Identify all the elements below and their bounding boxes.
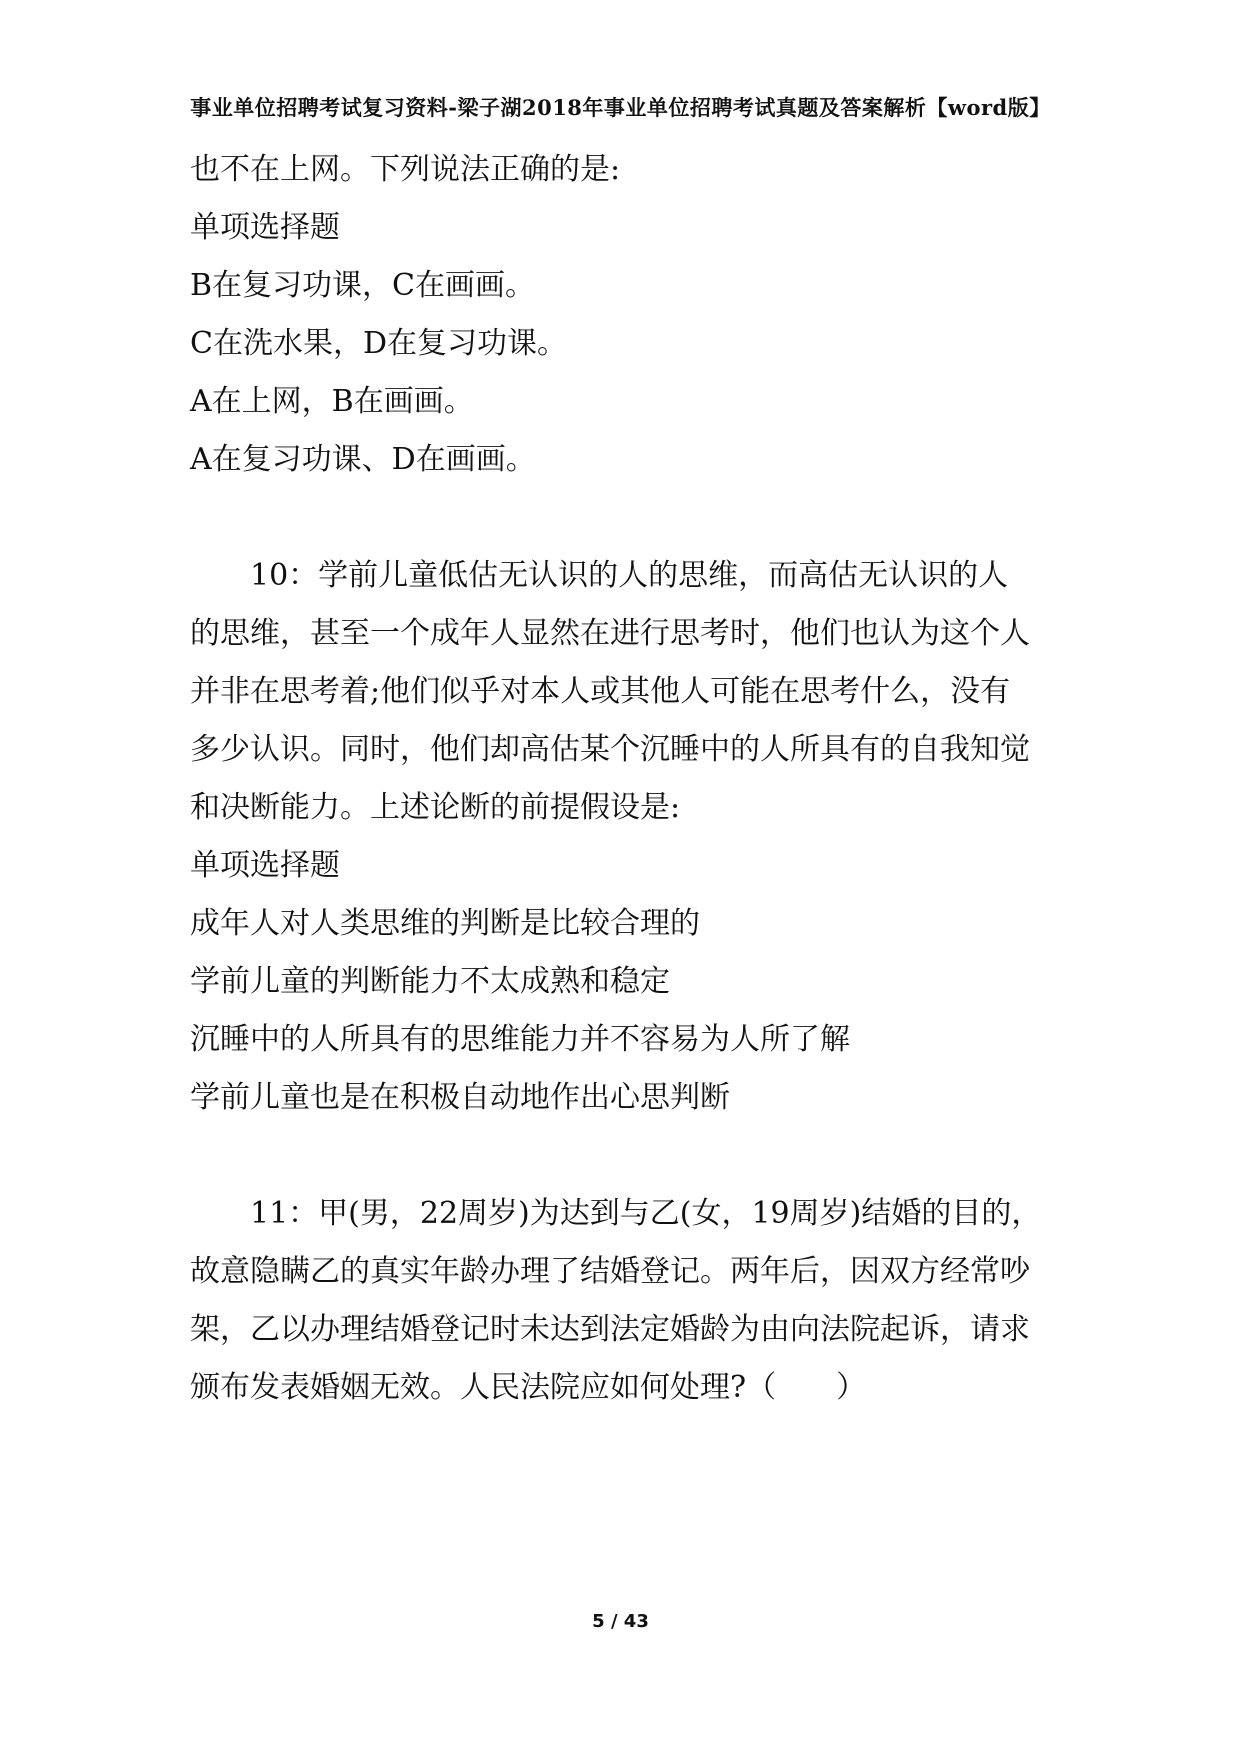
q10-stem-line-2: 的思维，甚至一个成年人显然在进行思考时，他们也认为这个人 xyxy=(190,616,1030,651)
q10-option-4: 学前儿童也是在积极自动地作出心思判断 xyxy=(190,1080,730,1115)
q9-option-2: C在洗水果，D在复习功课。 xyxy=(190,326,568,361)
q11-stem-line-3: 架，乙以办理结婚登记时未达到法定婚龄为由向法院起诉，请求 xyxy=(190,1312,1030,1347)
q11-stem-line-4: 颁布发表婚姻无效。人民法院应如何处理?（ ） xyxy=(190,1370,867,1405)
q11-stem-line-2: 故意隐瞒乙的真实年龄办理了结婚登记。两年后，因双方经常吵 xyxy=(190,1254,1030,1289)
q10-option-2: 学前儿童的判断能力不太成熟和稳定 xyxy=(190,964,670,999)
q10-question-type: 单项选择题 xyxy=(190,848,340,883)
page-header: 事业单位招聘考试复习资料-梁子湖2018年事业单位招聘考试真题及答案解析【word版】 xyxy=(190,95,1051,120)
page-number: 5 / 43 xyxy=(592,1611,649,1632)
q9-option-1: B在复习功课，C在画画。 xyxy=(190,268,535,303)
q10-stem-line-1: 10：学前儿童低估无认识的人的思维，而高估无认识的人 xyxy=(250,558,1009,593)
q9-option-3: A在上网，B在画画。 xyxy=(190,384,474,419)
q9-stem-tail: 也不在上网。下列说法正确的是: xyxy=(190,152,621,187)
q10-option-1: 成年人对人类思维的判断是比较合理的 xyxy=(190,906,700,941)
q10-stem-line-3: 并非在思考着;他们似乎对本人或其他人可能在思考什么，没有 xyxy=(190,674,1011,709)
q9-question-type: 单项选择题 xyxy=(190,210,340,245)
q10-stem-line-4: 多少认识。同时，他们却高估某个沉睡中的人所具有的自我知觉 xyxy=(190,732,1030,767)
q11-stem-line-1: 11：甲(男，22周岁)为达到与乙(女，19周岁)结婚的目的， xyxy=(250,1196,1042,1231)
q10-stem-line-5: 和决断能力。上述论断的前提假设是: xyxy=(190,790,681,825)
q10-option-3: 沉睡中的人所具有的思维能力并不容易为人所了解 xyxy=(190,1022,850,1057)
q9-option-4: A在复习功课、D在画画。 xyxy=(190,442,536,477)
